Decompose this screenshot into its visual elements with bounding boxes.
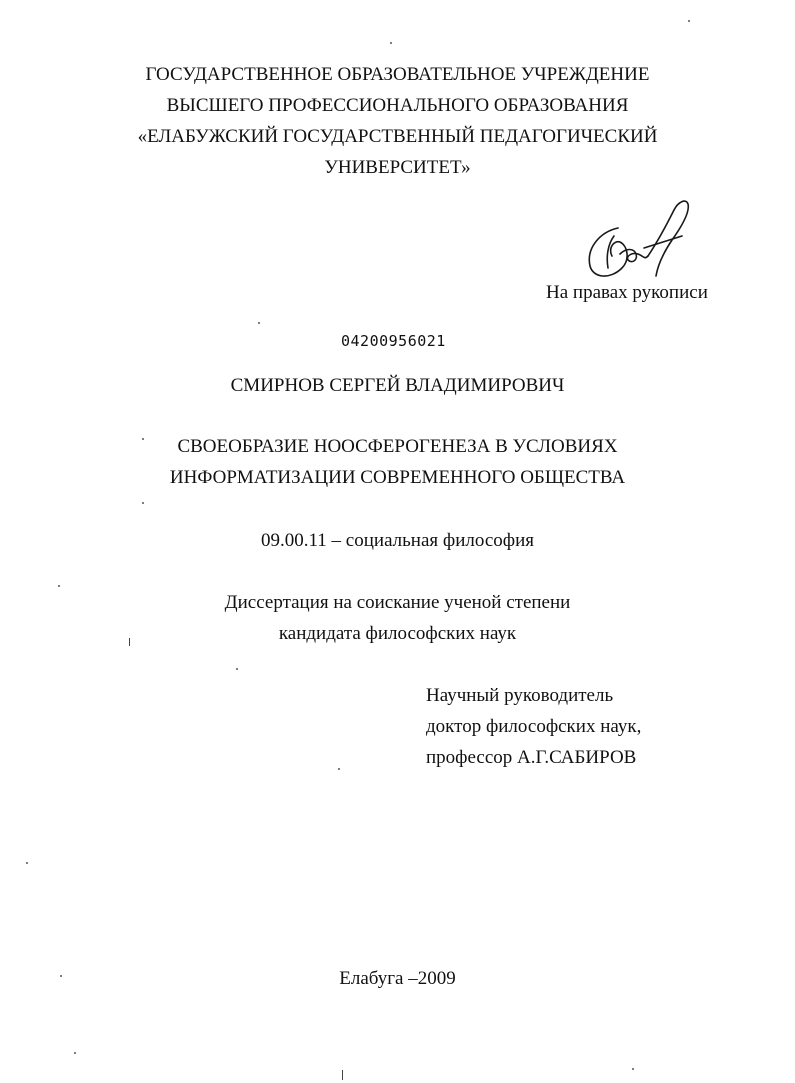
place-year: Елабуга –2009 bbox=[339, 968, 456, 989]
scan-speck bbox=[142, 502, 144, 504]
catalog-number: 04200956021 bbox=[341, 332, 446, 350]
thesis-title-line-1: СВОЕОБРАЗИЕ НООСФЕРОГЕНЕЗА В УСЛОВИЯХ bbox=[177, 436, 618, 457]
scan-mark bbox=[129, 638, 130, 646]
institution-line-2: ВЫСШЕГО ПРОФЕССИОНАЛЬНОГО ОБРАЗОВАНИЯ bbox=[166, 95, 629, 116]
scan-mark bbox=[342, 1070, 343, 1080]
supervisor-line-2: доктор философских наук, bbox=[426, 716, 642, 737]
scan-speck bbox=[632, 1068, 634, 1070]
supervisor-line-3: профессор А.Г.САБИРОВ bbox=[426, 747, 637, 768]
scan-speck bbox=[236, 668, 238, 670]
scan-speck bbox=[142, 438, 144, 440]
scan-speck bbox=[74, 1052, 76, 1054]
specialty: 09.00.11 – социальная философия bbox=[261, 530, 534, 551]
scan-speck bbox=[258, 322, 260, 324]
author-name: СМИРНОВ СЕРГЕЙ ВЛАДИМИРОВИЧ bbox=[230, 375, 565, 396]
scan-speck bbox=[58, 585, 60, 587]
thesis-title-line-2: ИНФОРМАТИЗАЦИИ СОВРЕМЕННОГО ОБЩЕСТВА bbox=[169, 467, 626, 488]
institution-line-4: УНИВЕРСИТЕТ» bbox=[324, 157, 471, 178]
degree-line-2: кандидата философских наук bbox=[278, 623, 517, 644]
institution-line-1: ГОСУДАРСТВЕННОЕ ОБРАЗОВАТЕЛЬНОЕ УЧРЕЖДЕНИЕ bbox=[145, 64, 650, 85]
scan-speck bbox=[26, 862, 28, 864]
scan-speck bbox=[390, 42, 392, 44]
manuscript-note: На правах рукописи bbox=[546, 282, 708, 303]
scan-speck bbox=[338, 768, 340, 770]
institution-line-3: «ЕЛАБУЖСКИЙ ГОСУДАРСТВЕННЫЙ ПЕДАГОГИЧЕСКИЙ bbox=[137, 126, 658, 147]
scan-speck bbox=[60, 975, 62, 977]
supervisor-line-1: Научный руководитель bbox=[426, 685, 614, 706]
signature-image bbox=[578, 196, 700, 282]
degree-line-1: Диссертация на соискание ученой степени bbox=[224, 592, 571, 613]
scan-speck bbox=[688, 20, 690, 22]
